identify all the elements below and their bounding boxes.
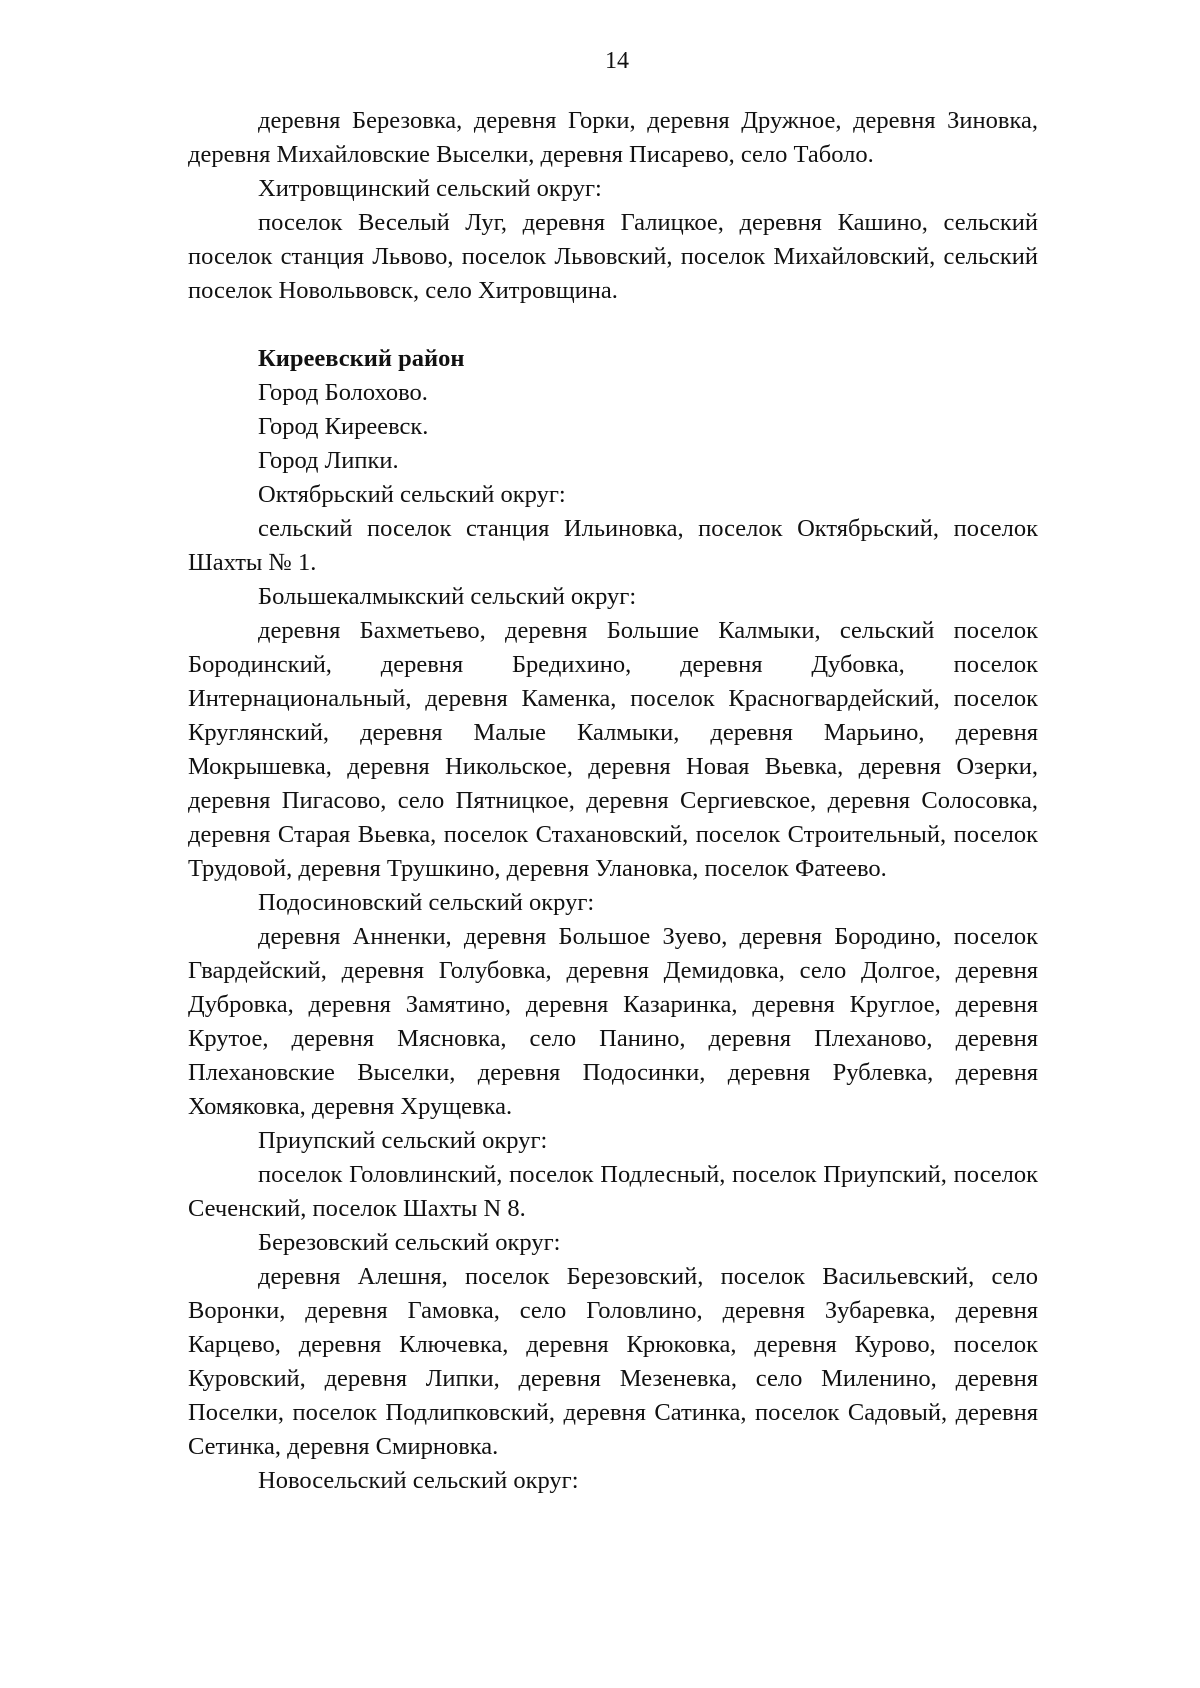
- paragraph-city: Город Болохово.: [258, 379, 428, 406]
- paragraph-okrug-heading: Подосиновский сельский округ:: [258, 889, 595, 916]
- paragraph-villages: поселок Веселый Луг, деревня Галицкое, деревня Кашино, сельский поселок станция Львово, поселок Львовский, поселок Михайловский, сельский поселок Новольвовск, село Хитровщина.: [188, 209, 1038, 304]
- paragraph-villages: сельский поселок станция Ильиновка, поселок Октябрьский, поселок Шахты № 1.: [188, 515, 1038, 576]
- paragraph-okrug-heading: Приупский сельский округ:: [258, 1127, 548, 1154]
- paragraph-city: Город Липки.: [258, 447, 399, 474]
- paragraph-okrug-heading: Хитровщинский сельский округ:: [258, 175, 602, 202]
- paragraph-okrug-heading: Октябрьский сельский округ:: [258, 481, 566, 508]
- paragraph-okrug-heading: Большекалмыкский сельский округ:: [258, 583, 637, 610]
- paragraph-villages: деревня Анненки, деревня Большое Зуево, деревня Бородино, поселок Гвардейский, деревня Голубовка, деревня Демидовка, село Долгое, деревня Дубровка, деревня Замятино, деревня Казаринка, деревня Круглое, деревня Крутое, деревня Мясновка, село Панино, деревня Плеханово, деревня Плехановские Выселки, деревня Подосинки, деревня Рублевка, деревня Хомяковка, деревня Хрущевка.: [188, 923, 1038, 1120]
- paragraph-villages: деревня Алешня, поселок Березовский, поселок Васильевский, село Воронки, деревня Гамовка, село Головлино, деревня Зубаревка, деревня Карцево, деревня Ключевка, деревня Крюковка, деревня Курово, поселок Куровский, деревня Липки, деревня Мезеневка, село Миленино, деревня Поселки, поселок Подлипковский, деревня Сатинка, поселок Садовый, деревня Сетинка, деревня Смирновка.: [188, 1263, 1038, 1460]
- page-number: 14: [605, 48, 629, 74]
- paragraph-okrug-heading: Березовский сельский округ:: [258, 1229, 561, 1256]
- section-spacer: [188, 308, 1038, 342]
- paragraph-okrug-heading: Новосельский сельский округ:: [258, 1467, 579, 1494]
- district-heading: Киреевский район: [258, 345, 465, 372]
- document-body: [188, 104, 1038, 1498]
- paragraph-villages-continued: деревня Березовка, деревня Горки, деревня Дружное, деревня Зиновка, деревня Михайловские Выселки, деревня Писарево, село Таболо.: [188, 107, 1038, 168]
- paragraph-villages: поселок Головлинский, поселок Подлесный, поселок Приупский, поселок Сеченский, поселок Шахты N 8.: [188, 1161, 1038, 1222]
- paragraph-villages: деревня Бахметьево, деревня Большие Калмыки, сельский поселок Бородинский, деревня Бредихино, деревня Дубовка, поселок Интернациональный, деревня Каменка, поселок Красногвардейский, поселок Круглянский, деревня Малые Калмыки, деревня Марьино, деревня Мокрышевка, деревня Никольское, деревня Новая Вьевка, деревня Озерки, деревня Пигасово, село Пятницкое, деревня Сергиевское, деревня Солосовка, деревня Старая Вьевка, поселок Стахановский, поселок Строительный, поселок Трудовой, деревня Трушкино, деревня Улановка, поселок Фатеево.: [188, 617, 1038, 882]
- paragraph-city: Город Киреевск.: [258, 413, 429, 440]
